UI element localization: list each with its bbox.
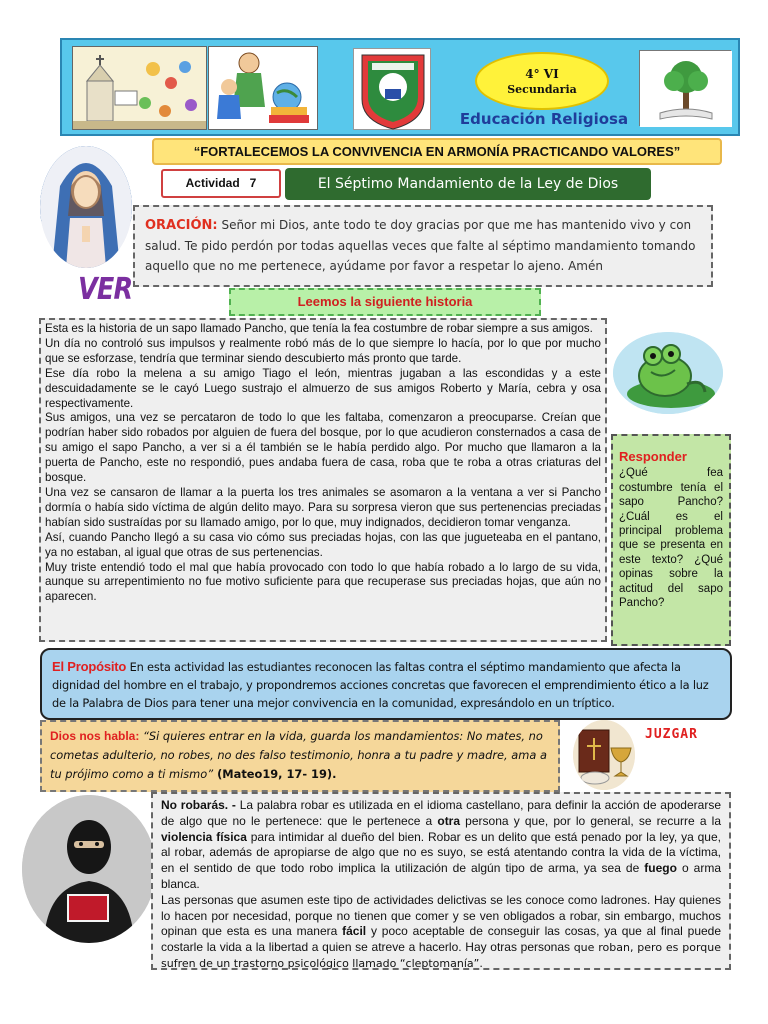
story-paragraph: Muy triste entendió todo el mal que había provocado con todo lo que había robado a lo largo de su vida, aunque su arrepentimiento no fue motivo suficiente para que recuperase sus preciadas hojas, que aún no aparecen. (45, 560, 601, 604)
no-stealing-box (151, 792, 731, 970)
emphasis-text: fácil (342, 924, 367, 939)
story-paragraph: Una vez se cansaron de llamar a la puerta los tres animales se asomaron a la ventana a ver si Pancho dormía o había sido víctima de algún delito mayo. Para su sorpresa vieron que sus pertenencias preciadas habían sido sustraídas por su llamado amigo, por lo que, muy indignados, decidieron tomar venganza. (45, 485, 601, 529)
no-stealing-text: que roban, pero es porque sufren de un trastorno psicológico llamado “cleptomanía”. (161, 941, 722, 970)
subject-title: Educación Religiosa (459, 110, 629, 128)
purpose-title: El Propósito (52, 659, 127, 674)
prayer-box (133, 205, 713, 287)
no-stealing-text: y poco aceptable de conseguir las cosas, ya que al final puede costarle la vida a la libertad a quien se atreve a hacerlo. Hay otras personas (161, 924, 722, 955)
god-speaks-title: Dios nos habla: (50, 729, 140, 743)
frog-illustration (613, 332, 723, 414)
story-paragraph: Un día no controló sus impulsos y realmente robó más de lo que siempre lo hacía, por lo que por mucho que se esforzase, tendría que terminar siendo descubierto más pronto que tarde. (45, 336, 601, 365)
questions-text: ¿Qué fea costumbre tenía el sapo Pancho? ¿Cuál es el principal problema que se presenta en este texto? ¿Qué opinas sobre la actitud del sapo Pancho? (619, 467, 723, 610)
virgin-mary-portrait (40, 146, 132, 268)
slogan-banner: “FORTALECEMOS LA CONVIVENCIA EN ARMONÍA PRACTICANDO VALORES” (152, 138, 722, 165)
questions-box (611, 434, 731, 646)
no-stealing-text: La palabra robar es utilizada en el idioma castellano, para definir la acción de apoderarse de algo que no le pertenece: que le pertenece a (161, 798, 721, 828)
story-paragraph: Esta es la historia de un sapo llamado Pancho, que tenía la fea costumbre de robar siempre a sus amigos. (45, 322, 593, 335)
activity-title: El Séptimo Mandamiento de la Ley de Dios (285, 168, 651, 200)
ver-label: VER (78, 272, 133, 307)
no-stealing-text: o arma blanca. (161, 861, 721, 891)
bible-reference: (Mateo19, 17- 19). (213, 767, 337, 781)
story-box (39, 318, 607, 642)
emphasis-text: violencia física (161, 829, 247, 844)
level-label: Secundaria (507, 83, 577, 96)
questions-title: Responder (619, 449, 687, 464)
no-stealing-text: persona y que, por lo general, se recurre a la (460, 813, 721, 828)
god-speaks-box (40, 720, 560, 792)
prayer-label: ORACIÓN: (145, 218, 218, 233)
bible-quote: “Si quieres entrar en la vida, guarda los mandamientos: No mates, no cometas adulterio, no robes, no des falso testimonio, honra a tu padre y madre, ama a tu prójimo como a ti mismo” (50, 729, 547, 781)
activity-number-box (161, 169, 281, 198)
story-paragraph: Así, cuando Pancho llegó a su casa vio cómo sus preciadas hojas, con las que jugueteaba en el pantano, ya no estaban, al igual que otras de sus pertenencias. (45, 530, 601, 559)
prayer-text: Señor mi Dios, ante todo te doy gracias por que me has mantenido vivo y con salud. Te pido perdón por todas aquellas veces que falte al séptimo mandamiento tomando aquello que no me pertenece, ayúdame por favor a respetar lo ajeno. Amén (145, 218, 696, 273)
read-story-heading: Leemos la siguiente historia (229, 288, 541, 316)
purpose-box (40, 648, 732, 720)
church-illustration (72, 46, 207, 130)
bible-and-chalice-image (573, 720, 635, 790)
school-crest-logo (353, 48, 431, 130)
tree-on-book-image (639, 50, 731, 126)
children-illustration (208, 46, 318, 130)
story-paragraph: Sus amigos, una vez se percataron de todo lo que les faltaba, comenzaron a preocuparse. Creían que podrían haber sido robados por alguien de fuera del bosque, por lo que acudieron consternados a casa de su amigo el sapo Pancho, a ver si a él también se le había perdido algo. Por mucho que llamaron a la puerta de Pancho, este no respondió, pues andaba fuera de casa, roba que te roba a otras criaturas del bosque. (45, 411, 601, 485)
masked-thief-image (22, 795, 156, 943)
emphasis-text: otra (437, 813, 461, 828)
activity-label: Actividad (185, 176, 240, 190)
no-stealing-text: para intimidar al dueño del bien. Robar es un delito que está penado por la ley, ya que, al robar, además de apropiarse de algo que no es suyo, se está atentando contra la vida de la víctima, en el sentido de que todo robo implica la utilización de algún tipo de arma, ya sea de (161, 829, 721, 876)
activity-number: 7 (249, 176, 257, 190)
judge-label: JUZGAR (645, 727, 698, 742)
emphasis-text: fuego (644, 861, 677, 876)
grade-badge (475, 52, 609, 110)
no-stealing-title: No robarás. - (161, 798, 236, 812)
no-stealing-text: Las personas que asumen este tipo de actividades delictivas se les conoce como ladrones. Hay quienes lo hacen por necesidad, porque no tienen que comer y se ven obligados a robar, sin embargo, muchos opinan que esta es una manera (161, 892, 721, 939)
grade-label: 4° VI (525, 67, 559, 81)
story-paragraph: Ese día robo la melena a su amigo Tiago el león, mientras jugaban a las escondidas y a este descuidadamente se le cayó Luego sustrajo el almuerzo de sus amigos Roberto y María, cebra y osa respectivamente. (45, 366, 601, 410)
purpose-text: En esta actividad las estudiantes reconocen las faltas contra el séptimo mandamiento que afecta la dignidad del hombre en el trabajo, y propondremos acciones concretas que favorecen el emprendimiento ético a la luz de la Palabra de Dios para tener una mejor convivencia en la comunidad, expresándolo en un tríptico. (52, 660, 709, 710)
